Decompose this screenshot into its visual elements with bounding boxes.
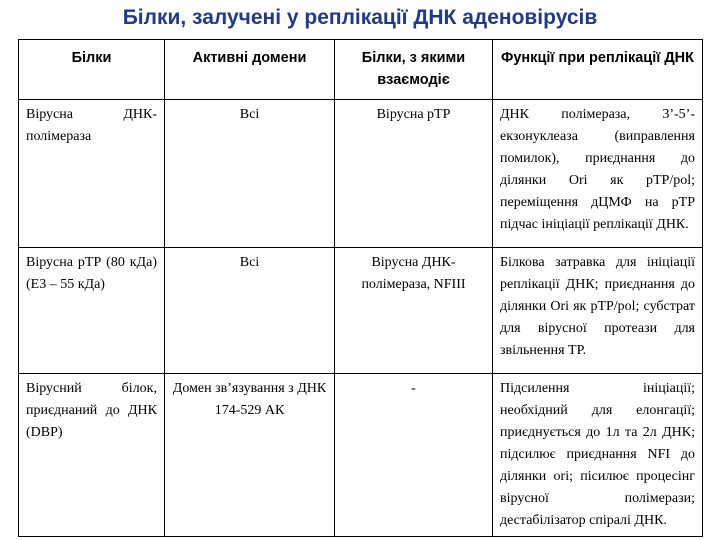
column-header-functions: Функції при реплікації ДНК (493, 40, 703, 100)
cell-partners: Вірусна рТР (335, 100, 493, 248)
cell-partners: - (335, 374, 493, 537)
cell-domains: Домен зв’язування з ДНК 174-529 АК (165, 374, 335, 537)
cell-functions: Підсилення ініціації; необхідний для елонгації; приєднується до 1л та 2л ДНК; підсилює приєднання NFI до ділянки ori; пісилює процесінг вірусної полімерази; дестабілізатор спіралі ДНК. (493, 374, 703, 537)
page-title: Білки, залучені у реплікації ДНК аденовірусів (122, 6, 598, 29)
table-row (19, 248, 703, 374)
cell-partners: Вірусна ДНК-полімераза, NFIII (335, 248, 493, 374)
cell-functions: ДНК полімераза, 3’-5’-екзонуклеаза (виправлення помилок), приєднання до ділянки Ori як рТР/pol; переміщення дЦМФ на рТР підчас ініціації реплікації ДНК. (493, 100, 703, 248)
cell-domains: Всі (165, 248, 335, 374)
column-header-active-domains: Активні домени (165, 40, 335, 100)
cell-domains: Всі (165, 100, 335, 248)
column-header-interacting-proteins: Білки, з якими взаємодіє (335, 40, 493, 100)
column-header-proteins: Білки (19, 40, 165, 100)
cell-protein: Вірусна ДНК-полімераза (19, 100, 165, 248)
table-row (19, 100, 703, 248)
table-row (19, 374, 703, 537)
cell-functions: Білкова затравка для ініціації реплікації ДНК; приєднання до ділянки Ori як рТР/pol; субстрат для вірусної протеази для звільнення ТР. (493, 248, 703, 374)
proteins-table (18, 39, 703, 537)
table-header-row (19, 40, 703, 100)
cell-protein: Вірусний білок, приєднаний до ДНК (DBP) (19, 374, 165, 537)
cell-protein: Вірусна рТР (80 кДа) (Е3 – 55 кДа) (19, 248, 165, 374)
